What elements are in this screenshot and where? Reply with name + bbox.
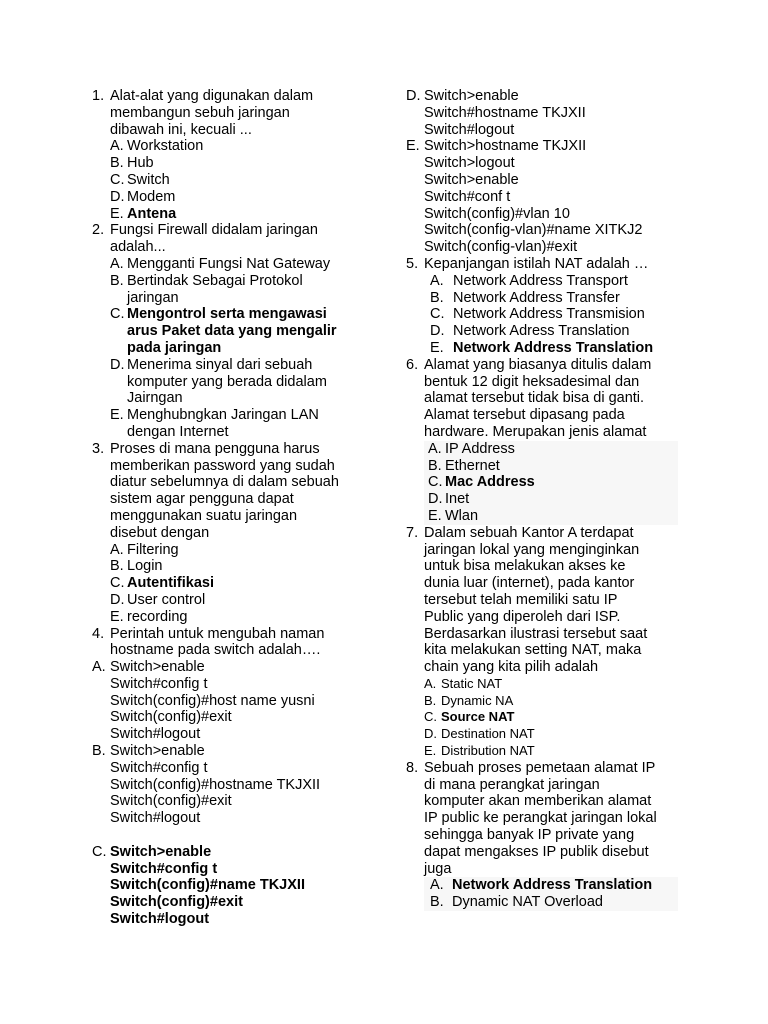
text-line bbox=[92, 861, 392, 878]
line-text: Hub bbox=[127, 155, 154, 172]
item-marker: E. bbox=[110, 407, 124, 424]
line-text: Dalam sebuah Kantor A terdapat bbox=[424, 524, 634, 541]
item-marker: C. bbox=[430, 306, 445, 323]
line-text: Ethernet bbox=[445, 457, 500, 474]
line-text: Switch#logout bbox=[110, 911, 210, 928]
text-line bbox=[92, 105, 392, 122]
line-text: komputer yang berada didalam bbox=[127, 373, 327, 390]
line-text: alamat tersebut tidak bisa di ganti. bbox=[424, 390, 645, 407]
item-marker: B. bbox=[430, 894, 444, 911]
text-line bbox=[92, 323, 392, 340]
line-text: Sebuah proses pemetaan alamat IP bbox=[424, 759, 656, 776]
line-text: Alamat tersebut dipasang pada bbox=[424, 407, 625, 424]
line-text: Switch(config)#exit bbox=[110, 709, 232, 726]
line-text: Switch(config)#exit bbox=[110, 793, 232, 810]
line-text: untuk bisa melakukan akses ke bbox=[424, 558, 626, 575]
line-text: Mengganti Fungsi Nat Gateway bbox=[127, 255, 331, 272]
item-marker: B. bbox=[424, 692, 437, 708]
line-text: Antena bbox=[127, 205, 177, 222]
item-marker: E. bbox=[406, 138, 420, 155]
line-text: IP public ke perangkat jaringan lokal bbox=[424, 810, 657, 827]
line-text: Switch#logout bbox=[424, 121, 515, 138]
line-text: Switch(config)#name TKJXII bbox=[110, 877, 305, 894]
line-text: Switch>hostname TKJXII bbox=[424, 138, 587, 155]
line-text: pada jaringan bbox=[127, 339, 222, 356]
item-marker: 3. bbox=[92, 440, 105, 457]
text-line bbox=[92, 810, 392, 827]
line-text: sistem agar pengguna dapat bbox=[110, 491, 294, 508]
line-text: Perintah untuk mengubah naman bbox=[110, 625, 325, 642]
text-line bbox=[92, 239, 392, 256]
numbered-line bbox=[406, 306, 678, 323]
line-text: Switch#conf t bbox=[424, 188, 511, 205]
item-marker: A. bbox=[110, 138, 124, 155]
item-marker: E. bbox=[428, 507, 442, 524]
line-text: Switch(config-vlan)#exit bbox=[424, 239, 578, 256]
left-column bbox=[92, 88, 392, 928]
item-marker: A. bbox=[430, 877, 444, 894]
line-text: Switch(config)#exit bbox=[110, 894, 243, 911]
line-text: Switch#hostname TKJXII bbox=[424, 104, 586, 121]
text-line bbox=[406, 575, 678, 592]
item-marker: C. bbox=[110, 575, 125, 592]
text-line bbox=[406, 844, 678, 861]
item-marker: D. bbox=[110, 188, 125, 205]
line-text: Public yang diperoleh dari ISP. bbox=[424, 608, 621, 625]
line-text: Filtering bbox=[127, 541, 179, 558]
line-text: menggunakan suatu jaringan bbox=[110, 507, 298, 524]
line-text: Switch>enable bbox=[110, 659, 205, 676]
item-marker: C. bbox=[110, 171, 125, 188]
numbered-line bbox=[406, 709, 678, 726]
item-marker: D. bbox=[428, 491, 443, 508]
line-text: hardware. Merupakan jenis alamat bbox=[424, 423, 647, 440]
line-text: Network Adress Translation bbox=[453, 323, 630, 340]
numbered-line bbox=[406, 726, 678, 743]
line-text: adalah... bbox=[110, 239, 166, 256]
text-line bbox=[406, 642, 678, 659]
numbered-line bbox=[406, 525, 678, 542]
text-line bbox=[92, 760, 392, 777]
text-line bbox=[92, 390, 392, 407]
line-text: Kepanjangan istilah NAT adalah … bbox=[424, 255, 649, 272]
line-text: diatur sebelumnya di dalam sebuah bbox=[110, 474, 339, 491]
item-marker: E. bbox=[430, 339, 444, 356]
numbered-line bbox=[92, 273, 392, 290]
item-marker: B. bbox=[110, 272, 124, 289]
text-line bbox=[406, 592, 678, 609]
line-text: Proses di mana pengguna harus bbox=[110, 440, 320, 457]
numbered-line bbox=[92, 592, 392, 609]
numbered-line bbox=[92, 189, 392, 206]
text-line bbox=[406, 155, 678, 172]
numbered-line bbox=[424, 458, 678, 475]
text-line bbox=[92, 877, 392, 894]
line-text: Network Address Transfer bbox=[453, 289, 620, 306]
line-text: Destination NAT bbox=[441, 726, 535, 742]
text-line bbox=[406, 861, 678, 878]
item-marker: B. bbox=[110, 558, 124, 575]
numbered-line bbox=[92, 138, 392, 155]
item-marker: A. bbox=[428, 440, 442, 457]
numbered-line bbox=[92, 88, 392, 105]
numbered-line bbox=[92, 441, 392, 458]
line-text: Jairngan bbox=[127, 390, 183, 407]
line-text: dibawah ini, kecuali ... bbox=[110, 121, 252, 138]
item-marker: C. bbox=[110, 306, 125, 323]
line-text: membangun sebuh jaringan bbox=[110, 104, 290, 121]
text-line bbox=[406, 105, 678, 122]
line-text: Network Address Translation bbox=[452, 877, 653, 894]
line-text: memberikan password yang sudah bbox=[110, 457, 335, 474]
line-text: Static NAT bbox=[441, 675, 503, 691]
numbered-line bbox=[406, 357, 678, 374]
line-text: Switch(config)#hostname TKJXII bbox=[110, 776, 321, 793]
text-line bbox=[406, 239, 678, 256]
text-line bbox=[406, 424, 678, 441]
item-marker: B. bbox=[430, 289, 444, 306]
line-text: Dynamic NAT Overload bbox=[452, 894, 603, 911]
blank-line bbox=[92, 827, 392, 844]
right-column bbox=[406, 88, 678, 911]
text-line bbox=[406, 609, 678, 626]
item-marker: 1. bbox=[92, 88, 105, 104]
numbered-line bbox=[406, 273, 678, 290]
item-marker: D. bbox=[424, 726, 437, 742]
item-marker: B. bbox=[110, 155, 124, 172]
numbered-line bbox=[424, 894, 678, 911]
line-text: chain yang kita pilih adalah bbox=[424, 659, 599, 676]
text-line bbox=[92, 525, 392, 542]
text-line bbox=[406, 122, 678, 139]
text-line bbox=[92, 894, 392, 911]
line-text: Switch>logout bbox=[424, 155, 515, 172]
text-line bbox=[92, 793, 392, 810]
line-text: Switch(config-vlan)#name XITKJ2 bbox=[424, 222, 643, 239]
line-text: dunia luar (internet), pada kantor bbox=[424, 575, 635, 592]
line-text: dengan Internet bbox=[127, 423, 229, 440]
numbered-line bbox=[424, 877, 678, 894]
line-text: Fungsi Firewall didalam jaringan bbox=[110, 222, 318, 239]
numbered-line bbox=[92, 172, 392, 189]
item-marker: E. bbox=[424, 743, 437, 759]
line-text: Switch>enable bbox=[110, 843, 212, 860]
line-text: Alamat yang biasanya ditulis dalam bbox=[424, 356, 652, 373]
line-text: dapat mengakses IP publik disebut bbox=[424, 843, 649, 860]
text-line bbox=[406, 558, 678, 575]
text-line bbox=[406, 189, 678, 206]
numbered-line bbox=[406, 290, 678, 307]
numbered-line bbox=[406, 323, 678, 340]
line-text: Workstation bbox=[127, 138, 204, 155]
numbered-line bbox=[92, 206, 392, 223]
text-line bbox=[92, 777, 392, 794]
numbered-line bbox=[406, 676, 678, 693]
numbered-line bbox=[92, 357, 392, 374]
numbered-line bbox=[92, 659, 392, 676]
item-marker: 8. bbox=[406, 759, 419, 776]
item-marker: D. bbox=[406, 88, 421, 104]
line-text: Menghubngkan Jaringan LAN bbox=[127, 407, 319, 424]
text-line bbox=[406, 206, 678, 223]
text-line bbox=[92, 693, 392, 710]
numbered-line bbox=[424, 508, 678, 525]
numbered-line bbox=[92, 609, 392, 626]
numbered-line bbox=[92, 256, 392, 273]
line-text: Switch#config t bbox=[110, 675, 208, 692]
item-marker: C. bbox=[92, 843, 107, 860]
item-marker: 6. bbox=[406, 356, 419, 373]
numbered-line bbox=[92, 743, 392, 760]
line-text: Login bbox=[127, 558, 163, 575]
numbered-line bbox=[92, 306, 392, 323]
item-marker: 4. bbox=[92, 625, 105, 642]
numbered-line bbox=[424, 474, 678, 491]
item-marker: 2. bbox=[92, 222, 105, 239]
line-text: Mac Address bbox=[445, 474, 535, 491]
line-text: Network Address Transport bbox=[453, 272, 628, 289]
item-marker: A. bbox=[430, 272, 444, 289]
line-text: juga bbox=[424, 860, 452, 877]
numbered-line bbox=[406, 760, 678, 777]
text-line bbox=[406, 407, 678, 424]
line-text: Switch#logout bbox=[110, 726, 201, 743]
text-line bbox=[92, 374, 392, 391]
item-marker: A. bbox=[424, 675, 437, 691]
text-line bbox=[406, 172, 678, 189]
text-line bbox=[406, 626, 678, 643]
numbered-line bbox=[406, 340, 678, 357]
line-text: hostname pada switch adalah…. bbox=[110, 642, 321, 659]
line-text: Wlan bbox=[445, 507, 479, 524]
item-marker: B. bbox=[92, 743, 106, 760]
line-text: Distribution NAT bbox=[441, 743, 535, 759]
numbered-line bbox=[92, 558, 392, 575]
text-line bbox=[92, 709, 392, 726]
item-marker: 5. bbox=[406, 255, 419, 272]
line-text: jaringan bbox=[127, 289, 179, 306]
line-text: Network Address Translation bbox=[453, 339, 654, 356]
text-line bbox=[92, 290, 392, 307]
line-text: Switch#config t bbox=[110, 759, 208, 776]
numbered-line bbox=[406, 138, 678, 155]
text-line bbox=[406, 374, 678, 391]
line-text: Switch>enable bbox=[424, 171, 519, 188]
item-marker: D. bbox=[430, 323, 445, 340]
text-line bbox=[406, 777, 678, 794]
item-marker: E. bbox=[110, 205, 124, 222]
item-marker: C. bbox=[428, 474, 443, 491]
text-line bbox=[92, 491, 392, 508]
item-marker: C. bbox=[424, 709, 437, 725]
line-text: bentuk 12 digit heksadesimal dan bbox=[424, 373, 640, 390]
text-line bbox=[92, 676, 392, 693]
line-text: Switch bbox=[127, 171, 170, 188]
line-text: Dynamic NA bbox=[441, 692, 514, 708]
item-marker: A. bbox=[110, 255, 124, 272]
line-text: Alat-alat yang digunakan dalam bbox=[110, 88, 314, 104]
numbered-line bbox=[92, 844, 392, 861]
text-line bbox=[92, 642, 392, 659]
item-marker: A. bbox=[92, 659, 106, 676]
numbered-line bbox=[406, 693, 678, 710]
numbered-line bbox=[92, 626, 392, 643]
line-text: disebut dengan bbox=[110, 524, 210, 541]
line-text: Switch#config t bbox=[110, 860, 218, 877]
line-text: Berdasarkan ilustrasi tersebut saat bbox=[424, 625, 648, 642]
line-text: Menerima sinyal dari sebuah bbox=[127, 356, 313, 373]
line-text: Mengontrol serta mengawasi bbox=[127, 306, 327, 323]
numbered-line bbox=[406, 88, 678, 105]
line-text: Network Address Transmision bbox=[453, 306, 645, 323]
line-text: kita melakukan setting NAT, maka bbox=[424, 642, 642, 659]
text-line bbox=[406, 659, 678, 676]
item-marker: D. bbox=[110, 356, 125, 373]
item-marker: B. bbox=[428, 457, 442, 474]
text-line bbox=[92, 424, 392, 441]
text-line bbox=[92, 911, 392, 928]
item-marker: A. bbox=[110, 541, 124, 558]
line-text: komputer akan memberikan alamat bbox=[424, 793, 652, 810]
text-line bbox=[406, 810, 678, 827]
line-text: Switch>enable bbox=[424, 88, 519, 104]
text-line bbox=[406, 827, 678, 844]
numbered-line bbox=[406, 256, 678, 273]
text-line bbox=[406, 390, 678, 407]
numbered-line bbox=[92, 407, 392, 424]
text-line bbox=[92, 474, 392, 491]
text-line bbox=[406, 793, 678, 810]
text-line bbox=[92, 458, 392, 475]
numbered-line bbox=[424, 491, 678, 508]
numbered-line bbox=[92, 155, 392, 172]
line-text: Autentifikasi bbox=[127, 575, 215, 592]
line-text: arus Paket data yang mengalir bbox=[127, 323, 337, 340]
line-text: di mana perangkat jaringan bbox=[424, 776, 600, 793]
line-text: recording bbox=[127, 608, 188, 625]
numbered-line bbox=[406, 743, 678, 760]
item-marker: D. bbox=[110, 591, 125, 608]
line-text: sehingga banyak IP private yang bbox=[424, 827, 635, 844]
text-line bbox=[406, 542, 678, 559]
line-text: Source NAT bbox=[441, 709, 515, 725]
item-marker: 7. bbox=[406, 524, 419, 541]
text-line bbox=[92, 508, 392, 525]
line-text: Modem bbox=[127, 188, 176, 205]
line-text: jaringan lokal yang menginginkan bbox=[424, 541, 640, 558]
text-line bbox=[92, 726, 392, 743]
line-text: Bertindak Sebagai Protokol bbox=[127, 272, 303, 289]
line-text: Switch(config)#host name yusni bbox=[110, 692, 315, 709]
line-text: IP Address bbox=[445, 440, 515, 457]
numbered-line bbox=[92, 542, 392, 559]
numbered-line bbox=[92, 222, 392, 239]
text-line bbox=[92, 122, 392, 139]
line-text: Inet bbox=[445, 491, 470, 508]
text-line bbox=[406, 222, 678, 239]
line-text: Switch#logout bbox=[110, 810, 201, 827]
line-text: User control bbox=[127, 591, 206, 608]
numbered-line bbox=[424, 441, 678, 458]
numbered-line bbox=[92, 575, 392, 592]
line-text: Switch(config)#vlan 10 bbox=[424, 205, 570, 222]
text-line bbox=[92, 340, 392, 357]
item-marker: E. bbox=[110, 608, 124, 625]
line-text: Switch>enable bbox=[110, 743, 205, 760]
line-text: tersebut telah memiliki satu IP bbox=[424, 591, 618, 608]
